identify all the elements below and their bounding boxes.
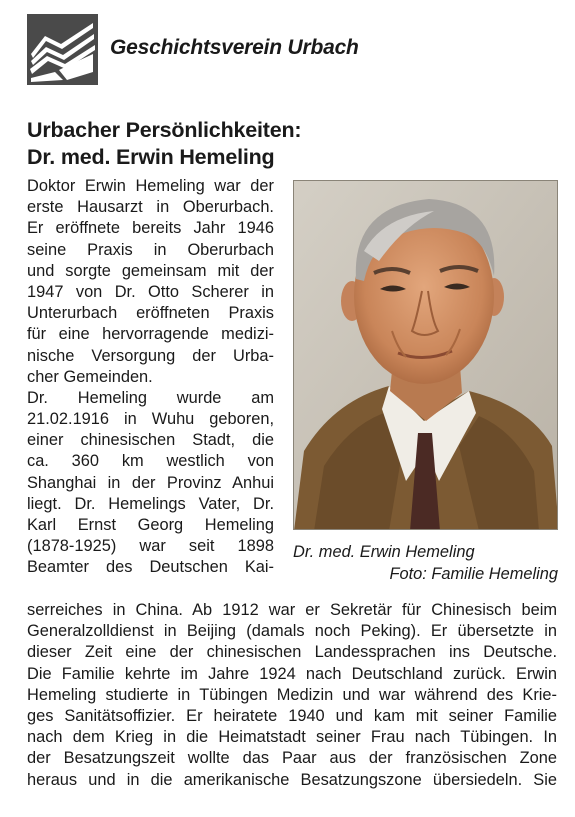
text-line: nische Versorgung der Urba-: [27, 346, 274, 365]
organization-name: Geschichtsverein Urbach: [110, 36, 359, 59]
text-line: Hemeling studierte in Tübingen Medizin und war während des Krie-: [27, 685, 557, 704]
text-line: Shanghai in der Provinz Anhui: [27, 473, 274, 492]
text-line: nach dem Krieg in die Heimatstadt seiner Frau nach Tübingen. In: [27, 728, 557, 747]
article-title-line: Dr. med. Erwin Hemeling: [27, 145, 275, 169]
article-title: [27, 117, 557, 171]
article-full-text: [27, 600, 557, 791]
article-column-text: [27, 176, 274, 579]
open-book-logo-icon: [27, 14, 98, 85]
text-line: Doktor Erwin Hemeling war der: [27, 177, 274, 195]
text-line: für eine hervorragende medizi-: [27, 325, 274, 344]
text-line: 1947 von Dr. Otto Scherer in: [27, 282, 274, 301]
text-line: Beamter des Deutschen Kai-: [27, 558, 274, 577]
portrait-photo: [293, 180, 558, 530]
text-line: und sorgte gemeinsam mit der: [27, 261, 274, 280]
text-line: liegt. Dr. Hemelings Vater, Dr.: [27, 494, 274, 513]
text-line: Karl Ernst Georg Hemeling: [27, 516, 274, 534]
text-line: einer chinesischen Stadt, die: [27, 431, 274, 450]
text-line: ges Sanitätsoffizier. Er heiratete 1940 und kam mit seiner Familie: [27, 706, 557, 725]
text-line: erste Hausarzt in Oberurbach.: [27, 198, 274, 217]
text-line: heraus und in die amerikanische Besatzungszone übersiedeln. Sie: [27, 770, 557, 789]
text-line: Unterurbach eröffneten Praxis: [27, 304, 274, 323]
text-line: serreiches in China. Ab 1912 war er Sekretär für Chinesisch beim: [27, 601, 557, 619]
text-line: 21.02.1916 in Wuhu geboren,: [27, 410, 274, 429]
photo-credit: Foto: Familie Hemeling: [389, 564, 558, 583]
caption-line: Dr. med. Erwin Hemeling: [293, 543, 475, 561]
text-line: dieser Zeit eine der chinesischen Landessprachen ins Deutsche.: [27, 643, 557, 662]
text-line: cher Gemeinden.: [27, 367, 153, 386]
text-line: der Besatzungszeit wollte das Paar aus der französischen Zone: [27, 749, 557, 768]
text-line: Generalzolldienst in Beijing (damals noch Peking). Er übersetzte in: [27, 622, 557, 641]
text-line: Die Familie kehrte im Jahre 1924 nach Deutschland zurück. Erwin: [27, 664, 557, 683]
text-line: Er eröffnete bereits Jahr 1946: [27, 219, 274, 238]
text-line: (1878-1925) war seit 1898: [27, 537, 274, 556]
text-line: Dr. Hemeling wurde am: [27, 388, 274, 407]
text-line: ca. 360 km westlich von: [27, 452, 274, 471]
article-title-line: Urbacher Persönlichkeiten:: [27, 118, 302, 142]
photo-caption: [293, 542, 558, 585]
text-line: seine Praxis in Oberurbach: [27, 240, 274, 259]
